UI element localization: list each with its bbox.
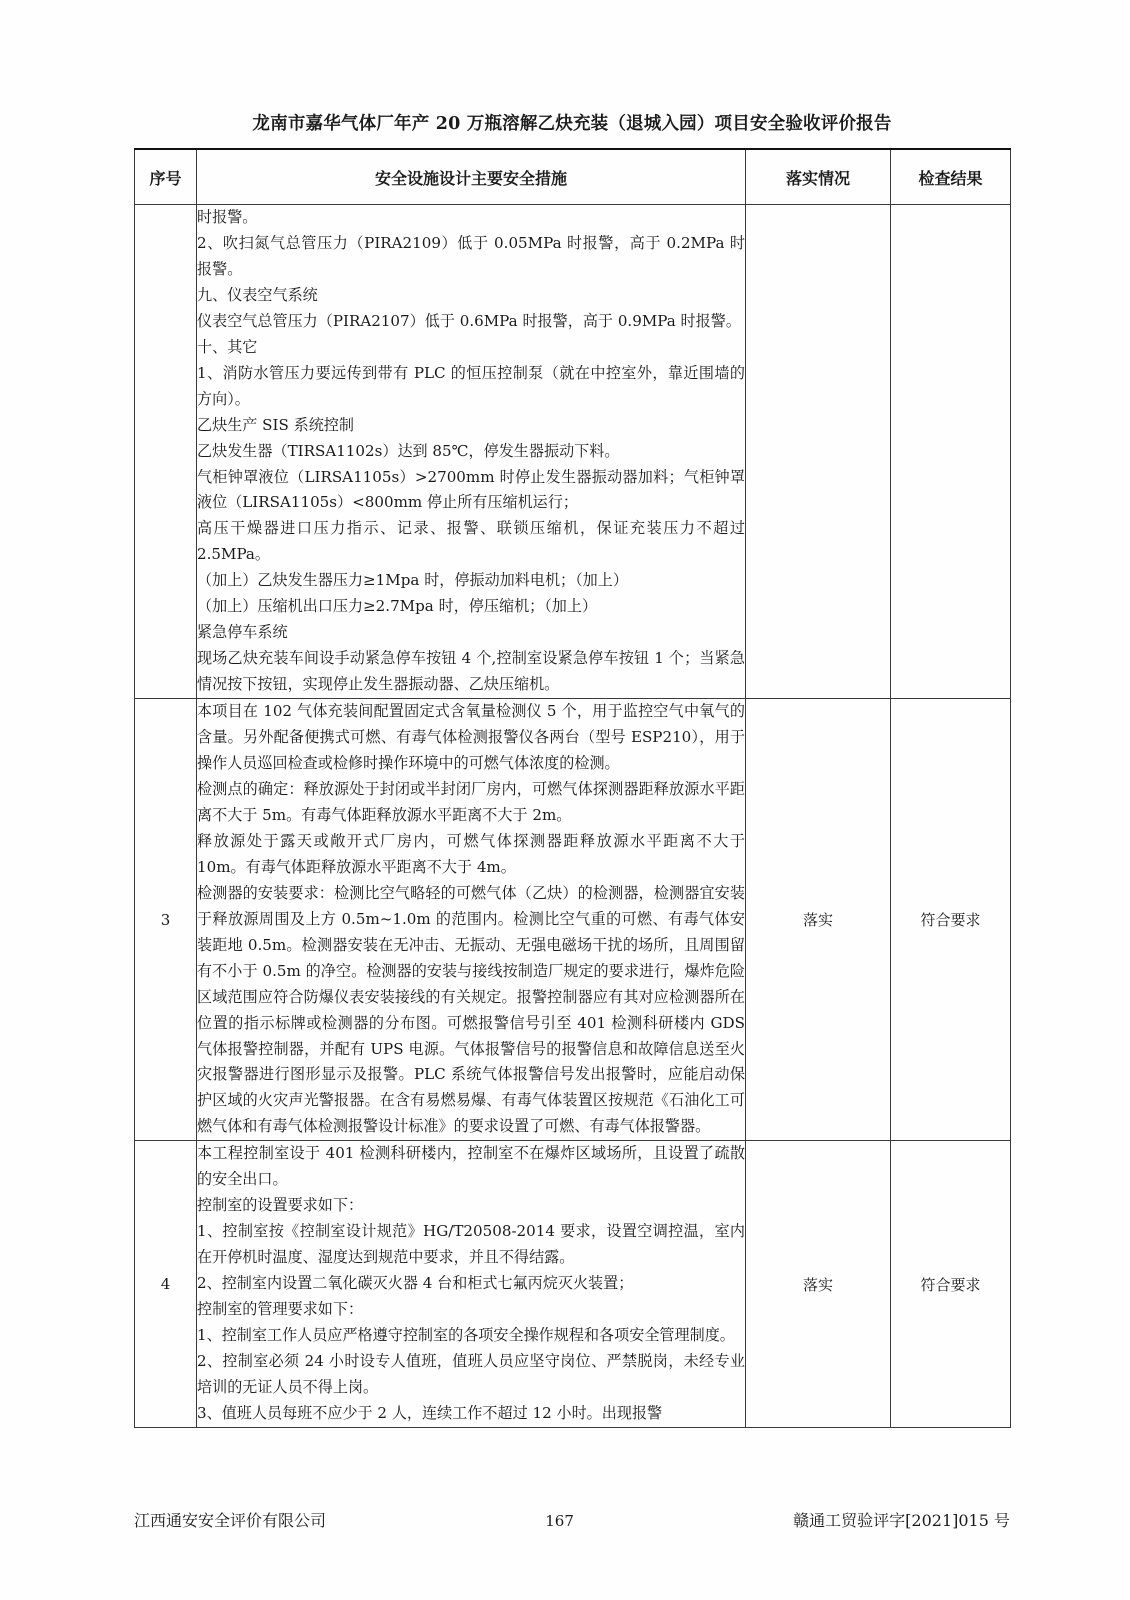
cell-seq: 3 — [135, 699, 197, 1141]
measure-paragraph: 仪表空气总管压力（PIRA2107）低于 0.6MPa 时报警，高于 0.9MPa 时报警。 — [197, 311, 741, 330]
measure-paragraph: 本工程控制室设于 401 检测科研楼内，控制室不在爆炸区域场所，且设置了疏散的安全出口。 — [197, 1144, 745, 1189]
measure-paragraph: 紧急停车系统 — [197, 623, 288, 642]
measure-paragraph: 乙炔生产 SIS 系统控制 — [197, 415, 354, 434]
measure-paragraph: 1、控制室工作人员应严格遵守控制室的各项安全操作规程和各项安全管理制度。 — [197, 1325, 735, 1344]
table-body — [135, 205, 1011, 1428]
measure-paragraph: 控制室的管理要求如下： — [197, 1300, 364, 1319]
measure-paragraph: 本项目在 102 气体充装间配置固定式含氧量检测仪 5 个，用于监控空气中氧气的含量。另外配备便携式可燃、有毒气体检测报警仪各两台（型号 ESP210），用于操作人员巡回检查或检修时操作环境中的可燃气体浓度的检测。 — [197, 702, 745, 773]
table-row — [135, 1141, 1011, 1427]
measure-paragraph: 3、值班人员每班不应少于 2 人，连续工作不超过 12 小时。出现报警 — [197, 1403, 663, 1422]
page-footer — [134, 1508, 1010, 1531]
measure-paragraph: 现场乙炔充装车间设手动紧急停车按钮 4 个,控制室设紧急停车按钮 1 个；当紧急情况按下按钮，实现停止发生器振动器、乙炔压缩机。 — [197, 649, 745, 694]
cell-implementation: 落实 — [746, 699, 891, 1141]
cell-implementation — [746, 205, 891, 699]
cell-result: 符合要求 — [891, 1141, 1011, 1427]
cell-result: 符合要求 — [891, 699, 1011, 1141]
page-title: 龙南市嘉华气体厂年产 20 万瓶溶解乙炔充装（退城入园）项目安全验收评价报告 — [252, 114, 892, 134]
measure-paragraph: 乙炔发生器（TIRSA1102s）达到 85℃，停发生器振动下料。 — [197, 441, 620, 460]
measure-paragraph: 1、消防水管压力要远传到带有 PLC 的恒压控制泵（就在中控室外，靠近围墙的方向）。 — [197, 363, 745, 408]
table-header-row — [135, 149, 1011, 205]
safety-measures-table — [134, 148, 1011, 1428]
table-row — [135, 699, 1011, 1141]
cell-measure — [197, 1141, 746, 1427]
footer-company: 江西通安安全评价有限公司 — [134, 1511, 327, 1530]
column-header-measure: 安全设施设计主要安全措施 — [197, 149, 746, 205]
measure-paragraph: （加上）乙炔发生器压力≥1Mpa 时，停振动加料电机；（加上） — [197, 571, 628, 590]
cell-measure — [197, 699, 746, 1141]
cell-result — [891, 205, 1011, 699]
cell-seq: 4 — [135, 1141, 197, 1427]
measure-paragraph: 1、控制室按《控制室设计规范》HG/T20508-2014 要求，设置空调控温，室内在开停机时温度、湿度达到规范中要求，并且不得结露。 — [197, 1222, 745, 1267]
column-header-implementation: 落实情况 — [746, 149, 891, 205]
measure-paragraph: 检测点的确定：释放源处于封闭或半封闭厂房内，可燃气体探测器距释放源水平距离不大于 5m。有毒气体距释放源水平距离不大于 2m。 — [197, 779, 745, 824]
footer-doc-number: 赣通工贸验评字[2021]015 号 — [793, 1511, 1010, 1530]
measure-paragraph: 高压干燥器进口压力指示、记录、报警、联锁压缩机，保证充装压力不超过 2.5MPa。 — [197, 519, 745, 564]
footer-page-number: 167 — [545, 1512, 574, 1530]
measure-paragraph: 2、吹扫氮气总管压力（PIRA2109）低于 0.05MPa 时报警，高于 0.2MPa 时报警。 — [197, 233, 745, 278]
measure-paragraph: 九、仪表空气系统 — [197, 285, 318, 304]
measure-paragraph: 释放源处于露天或敞开式厂房内，可燃气体探测器距释放源水平距离不大于 10m。有毒气体距释放源水平距离不大于 4m。 — [197, 831, 745, 876]
measure-paragraph: 时报警。 — [197, 208, 258, 226]
cell-implementation: 落实 — [746, 1141, 891, 1427]
table-row — [135, 205, 1011, 699]
column-header-result: 检查结果 — [891, 149, 1011, 205]
measure-paragraph: 检测器的安装要求：检测比空气略轻的可燃气体（乙炔）的检测器，检测器宜安装于释放源周围及上方 0.5m~1.0m 的范围内。检测比空气重的可燃、有毒气体安装距地 0.5m。检测器安装在无冲击、无振动、无强电磁场干扰的场所，且周围留有不小于 0.5m 的净空。检测器的安装与接线按制造厂规定的要求进行，爆炸危险区域范围应符合防爆仪表安装接线的有关规定。报警控制器应有其对应检测器所在位置的指示标牌或检测器的分布图。可燃报警信号引至 401 检测科研楼内 GDS 气体报警控制器，并配有 UPS 电源。气体报警信号的报警信息和故障信息送至火灾报警器进行图形显示及报警。PLC 系统气体报警信号发出报警时，应能启动保护区域的火灾声光警报器。在含有易燃易爆、有毒气体装置区按规范《石油化工可燃气体和有毒气体检测报警设计标准》的要求设置了可燃、有毒气体报警器。 — [197, 883, 745, 1136]
column-header-seq: 序号 — [135, 149, 197, 205]
measure-paragraph: 2、控制室必须 24 小时设专人值班，值班人员应坚守岗位、严禁脱岗，未经专业培训的无证人员不得上岗。 — [197, 1351, 745, 1396]
measure-paragraph: 控制室的设置要求如下： — [197, 1196, 364, 1215]
measure-paragraph: 2、控制室内设置二氧化碳灭火器 4 台和柜式七氟丙烷灭火装置； — [197, 1274, 634, 1293]
measure-paragraph: 十、其它 — [197, 337, 258, 356]
measure-paragraph: 气柜钟罩液位（LIRSA1105s）>2700mm 时停止发生器振动器加料；气柜钟罩液位（LIRSA1105s）<800mm 停止所有压缩机运行； — [197, 467, 745, 512]
cell-measure — [197, 205, 746, 699]
table-header — [135, 149, 1011, 205]
cell-seq — [135, 205, 197, 699]
measure-paragraph: （加上）压缩机出口压力≥2.7Mpa 时，停压缩机；（加上） — [197, 597, 598, 616]
